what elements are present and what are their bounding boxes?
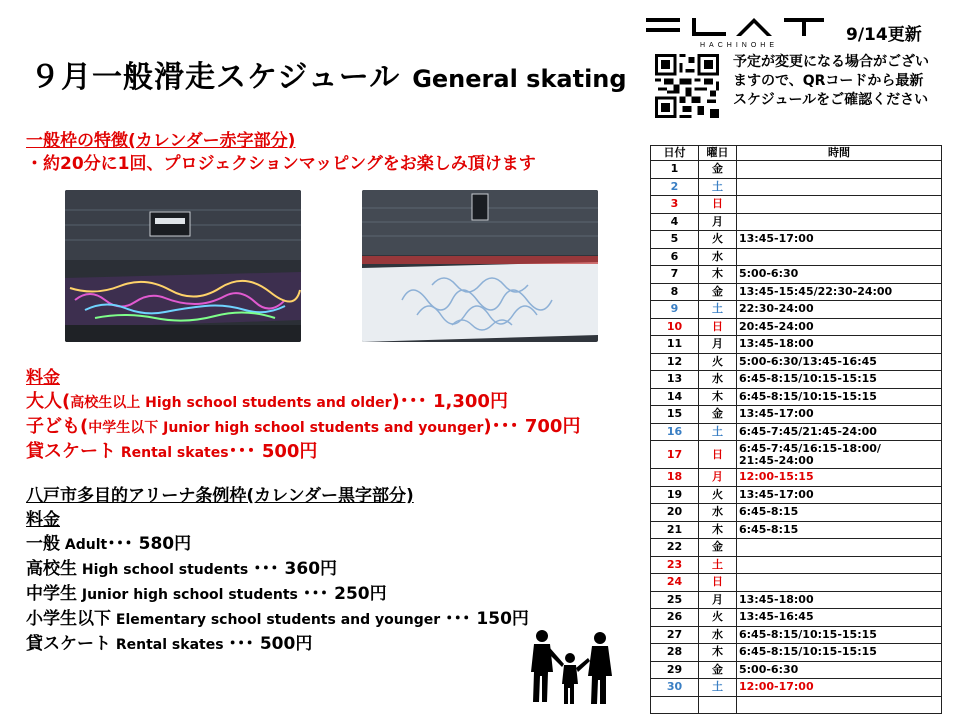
schedule-time-line: 5:00-6:30/13:45-16:45 <box>739 354 877 368</box>
schedule-date: 25 <box>651 591 699 609</box>
schedule-time-line: 6:45-7:45/16:15-18:00/ <box>739 441 881 455</box>
header-date: 日付 <box>651 146 699 161</box>
schedule-day: 日 <box>699 318 737 336</box>
schedule-day: 土 <box>699 423 737 441</box>
schedule-date: 4 <box>651 213 699 231</box>
title-jp: ９月一般滑走スケジュール <box>30 60 401 95</box>
schedule-day: 月 <box>699 469 737 487</box>
price-value: ･･･ 500円 <box>228 634 313 654</box>
schedule-day: 木 <box>699 644 737 662</box>
arena-projection-photo-1 <box>65 190 301 342</box>
schedule-row <box>651 644 942 662</box>
schedule-row <box>651 161 942 179</box>
arena-price-row <box>26 582 529 607</box>
flat-hachinohe-logo <box>646 16 832 50</box>
schedule-row <box>651 423 942 441</box>
schedule-date: 5 <box>651 231 699 249</box>
price-value: ･･･ 150円 <box>445 609 529 629</box>
price-note: Adult <box>60 537 108 553</box>
schedule-date: 14 <box>651 388 699 406</box>
schedule-day: 土 <box>699 679 737 697</box>
schedule-time <box>737 301 942 319</box>
schedule-date: 10 <box>651 318 699 336</box>
price-note: Rental skates <box>111 637 229 653</box>
schedule-date: 15 <box>651 406 699 424</box>
schedule-date: 18 <box>651 469 699 487</box>
schedule-row <box>651 521 942 539</box>
page-title <box>30 52 627 96</box>
schedule-time-line: 6:45-7:45/21:45-24:00 <box>739 424 877 438</box>
schedule-day: 火 <box>699 486 737 504</box>
schedule-day: 土 <box>699 178 737 196</box>
notice-line: 予定が変更になる場合がござい <box>733 54 929 70</box>
schedule-row <box>651 301 942 319</box>
schedule-date: 17 <box>651 441 699 469</box>
schedule-time-line: 13:45-18:00 <box>739 337 814 351</box>
price-label: 一般 <box>26 534 60 554</box>
schedule-date: 7 <box>651 266 699 284</box>
schedule-row <box>651 388 942 406</box>
schedule-time <box>737 521 942 539</box>
schedule-day: 木 <box>699 266 737 284</box>
schedule-day: 金 <box>699 283 737 301</box>
schedule-time <box>737 248 942 266</box>
price-note: 中学生以下 Junior high school students and younger <box>88 420 484 436</box>
schedule-date: 20 <box>651 504 699 522</box>
schedule-time <box>737 196 942 214</box>
price-value: ･･･ 580円 <box>107 534 192 554</box>
schedule-time <box>737 371 942 389</box>
price-label: 大人( <box>26 391 71 412</box>
schedule-date: 22 <box>651 539 699 557</box>
price-value: )･･･ 1,300円 <box>391 391 508 412</box>
schedule-day: 月 <box>699 213 737 231</box>
qr-code-icon[interactable] <box>655 54 719 118</box>
schedule-row <box>651 504 942 522</box>
arena-price-section <box>26 484 529 657</box>
schedule-time-line: 13:45-17:00 <box>739 407 814 421</box>
schedule-day: 木 <box>699 521 737 539</box>
schedule-date: 26 <box>651 609 699 627</box>
schedule-date: 27 <box>651 626 699 644</box>
schedule-day: 金 <box>699 406 737 424</box>
schedule-row <box>651 556 942 574</box>
schedule-row <box>651 696 942 714</box>
arena-price-row <box>26 607 529 632</box>
schedule-row <box>651 353 942 371</box>
schedule-time-line: 13:45-15:45/22:30-24:00 <box>739 284 893 298</box>
arena-price-row <box>26 557 529 582</box>
arena-price-row <box>26 532 529 557</box>
schedule-row <box>651 486 942 504</box>
schedule-day: 土 <box>699 556 737 574</box>
schedule-time <box>737 406 942 424</box>
update-date: 9/14更新 <box>846 25 922 45</box>
schedule-time <box>737 469 942 487</box>
schedule-time <box>737 661 942 679</box>
schedule-time <box>737 609 942 627</box>
schedule-row <box>651 441 942 469</box>
schedule-day: 土 <box>699 301 737 319</box>
schedule-day: 水 <box>699 371 737 389</box>
price-row-rental <box>26 440 580 465</box>
schedule-row <box>651 318 942 336</box>
schedule-table <box>650 145 942 714</box>
schedule-day: 日 <box>699 574 737 592</box>
header-time: 時間 <box>737 146 942 161</box>
schedule-time-line: 13:45-17:00 <box>739 487 814 501</box>
general-price-heading: 料金 <box>26 368 60 388</box>
schedule-day: 火 <box>699 353 737 371</box>
schedule-time <box>737 626 942 644</box>
price-note: Junior high school students <box>77 587 303 603</box>
price-note: Rental skates <box>116 445 229 461</box>
schedule-day: 金 <box>699 539 737 557</box>
schedule-time-line: 12:00-15:15 <box>739 470 814 484</box>
schedule-time-line: 21:45-24:00 <box>739 453 814 467</box>
schedule-time-line: 22:30-24:00 <box>739 302 814 316</box>
price-note: 高校生以上 High school students and older <box>70 395 392 411</box>
schedule-time-line: 13:45-18:00 <box>739 592 814 606</box>
price-value: ･･･ 250円 <box>302 584 387 604</box>
schedule-time-line: 6:45-8:15/10:15-15:15 <box>739 372 877 386</box>
notice-text <box>733 53 929 110</box>
schedule-time-line: 13:45-17:00 <box>739 232 814 246</box>
schedule-time-line: 12:00-17:00 <box>739 680 814 694</box>
schedule-date: 24 <box>651 574 699 592</box>
schedule-date: 23 <box>651 556 699 574</box>
schedule-date: 9 <box>651 301 699 319</box>
schedule-time-line: 20:45-24:00 <box>739 319 814 333</box>
schedule-time <box>737 556 942 574</box>
schedule-row <box>651 248 942 266</box>
schedule-date: 29 <box>651 661 699 679</box>
schedule-row <box>651 371 942 389</box>
arena-price-subheading: 料金 <box>26 510 60 530</box>
schedule-day: 水 <box>699 626 737 644</box>
schedule-date: 19 <box>651 486 699 504</box>
schedule-time <box>737 161 942 179</box>
schedule-time <box>737 644 942 662</box>
schedule-date: 6 <box>651 248 699 266</box>
arena-projection-photo-2 <box>362 190 598 342</box>
schedule-day: 火 <box>699 231 737 249</box>
schedule-row <box>651 679 942 697</box>
schedule-time <box>737 388 942 406</box>
price-value: ･･･ 360円 <box>253 559 338 579</box>
schedule-row <box>651 196 942 214</box>
schedule-time <box>737 423 942 441</box>
schedule-time-line: 5:00-6:30 <box>739 662 799 676</box>
schedule-time <box>737 696 942 714</box>
schedule-day <box>699 696 737 714</box>
schedule-time <box>737 486 942 504</box>
schedule-time-line: 6:45-8:15/10:15-15:15 <box>739 645 877 659</box>
schedule-time <box>737 213 942 231</box>
features-heading: 一般枠の特徴(カレンダー赤字部分) <box>26 131 296 151</box>
arena-price-row <box>26 632 529 657</box>
schedule-row <box>651 626 942 644</box>
schedule-date: 11 <box>651 336 699 354</box>
schedule-row <box>651 178 942 196</box>
schedule-date: 16 <box>651 423 699 441</box>
price-label: 高校生 <box>26 559 77 579</box>
schedule-time-line: 6:45-8:15 <box>739 522 799 536</box>
schedule-date: 8 <box>651 283 699 301</box>
schedule-date: 13 <box>651 371 699 389</box>
general-price-section <box>26 367 580 465</box>
schedule-time <box>737 353 942 371</box>
schedule-time <box>737 231 942 249</box>
schedule-row <box>651 574 942 592</box>
schedule-day: 日 <box>699 196 737 214</box>
schedule-row <box>651 266 942 284</box>
schedule-time-line: 6:45-8:15 <box>739 505 799 519</box>
schedule-day: 水 <box>699 504 737 522</box>
price-value: ･･･ 500円 <box>228 441 318 462</box>
schedule-date: 21 <box>651 521 699 539</box>
price-label: 小学生以下 <box>26 609 111 629</box>
schedule-time-line: 13:45-16:45 <box>739 610 814 624</box>
schedule-time <box>737 178 942 196</box>
price-label: 貸スケート <box>26 441 116 462</box>
schedule-time <box>737 266 942 284</box>
schedule-time <box>737 591 942 609</box>
schedule-row <box>651 231 942 249</box>
schedule-row <box>651 213 942 231</box>
schedule-time <box>737 539 942 557</box>
price-label: 貸スケート <box>26 634 111 654</box>
schedule-time <box>737 336 942 354</box>
price-label: 中学生 <box>26 584 77 604</box>
schedule-time-line: 6:45-8:15/10:15-15:15 <box>739 627 877 641</box>
schedule-time-line: 5:00-6:30 <box>739 267 799 281</box>
schedule-day: 月 <box>699 336 737 354</box>
schedule-row <box>651 661 942 679</box>
schedule-date <box>651 696 699 714</box>
price-note: Elementary school students and younger <box>111 612 445 628</box>
schedule-day: 金 <box>699 661 737 679</box>
schedule-day: 日 <box>699 441 737 469</box>
schedule-row <box>651 283 942 301</box>
price-value: )･･･ 700円 <box>483 416 581 437</box>
schedule-date: 2 <box>651 178 699 196</box>
logo-subtext: HACHINOHE <box>699 42 779 49</box>
schedule-date: 3 <box>651 196 699 214</box>
schedule-time <box>737 318 942 336</box>
price-note: High school students <box>77 562 254 578</box>
schedule-row <box>651 609 942 627</box>
schedule-date: 30 <box>651 679 699 697</box>
schedule-day: 火 <box>699 609 737 627</box>
schedule-time-line: 6:45-8:15/10:15-15:15 <box>739 389 877 403</box>
title-en: General skating <box>412 65 627 93</box>
schedule-date: 28 <box>651 644 699 662</box>
arena-price-heading: 八戸市多目的アリーナ条例枠(カレンダー黒字部分) <box>26 486 414 506</box>
notice-line: ますので、QRコードから最新 <box>733 73 924 89</box>
family-silhouette-icon <box>520 628 620 706</box>
features-section <box>26 130 536 176</box>
features-item: ・約20分に1回、プロジェクションマッピングをお楽しみ頂けます <box>26 154 536 174</box>
schedule-time <box>737 574 942 592</box>
schedule-day: 月 <box>699 591 737 609</box>
schedule-row <box>651 406 942 424</box>
schedule-time <box>737 283 942 301</box>
price-label: 子ども( <box>26 416 89 437</box>
notice-line: スケジュールをご確認ください <box>733 92 929 108</box>
schedule-day: 金 <box>699 161 737 179</box>
schedule-header-row <box>651 146 942 161</box>
price-row-adult <box>26 390 580 415</box>
schedule-time <box>737 441 942 469</box>
header-day: 曜日 <box>699 146 737 161</box>
schedule-row <box>651 336 942 354</box>
schedule-row <box>651 539 942 557</box>
schedule-date: 1 <box>651 161 699 179</box>
schedule-date: 12 <box>651 353 699 371</box>
schedule-row <box>651 591 942 609</box>
price-row-child <box>26 415 580 440</box>
schedule-time <box>737 679 942 697</box>
schedule-time <box>737 504 942 522</box>
schedule-day: 水 <box>699 248 737 266</box>
schedule-row <box>651 469 942 487</box>
schedule-day: 木 <box>699 388 737 406</box>
